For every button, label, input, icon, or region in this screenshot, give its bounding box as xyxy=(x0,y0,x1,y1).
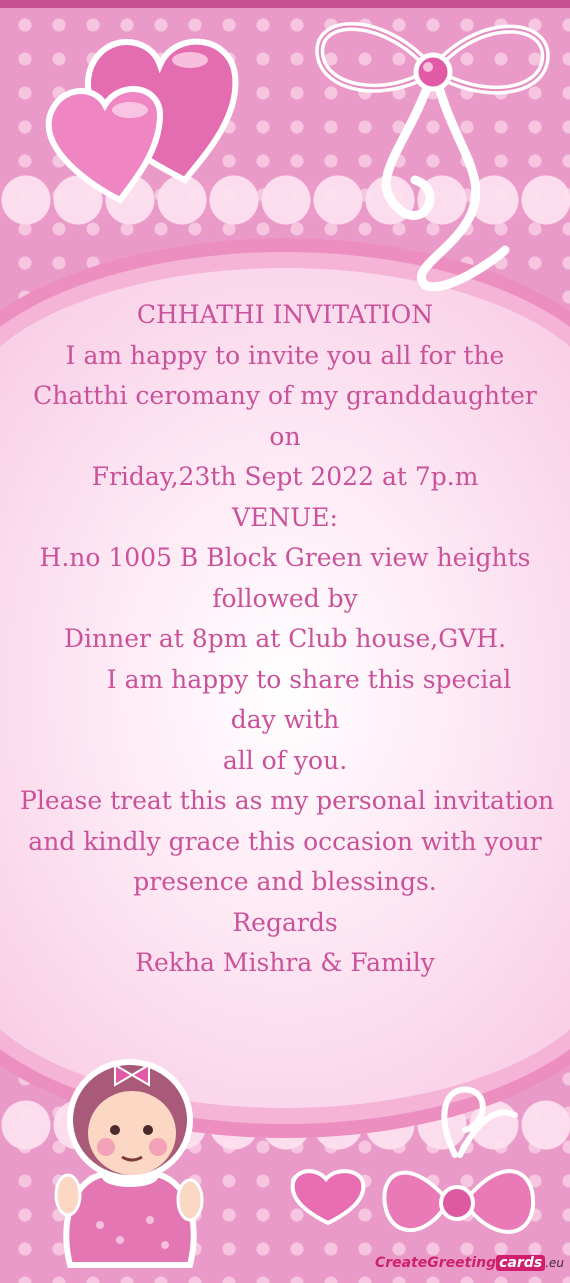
share-line xyxy=(20,660,550,701)
baby-girl-illustration xyxy=(40,1035,220,1275)
on-line: on xyxy=(269,421,301,451)
small-heart-icon xyxy=(288,1165,368,1225)
invite-line: I am happy to invite you all for the xyxy=(65,340,505,370)
venue-label: VENUE: xyxy=(232,502,338,532)
watermark-part-2: cards xyxy=(496,1255,545,1271)
regards-line: Regards xyxy=(232,907,338,937)
pink-bow-icon xyxy=(375,1075,545,1265)
share-line-text: I am happy to share this special xyxy=(106,664,512,694)
date-line: Friday,23th Sept 2022 at 7p.m xyxy=(91,462,479,491)
signature-line: Rekha Mishra & Family xyxy=(135,948,435,977)
closing-line-2: and kindly grace this occasion with your xyxy=(28,826,542,856)
watermark-part-1: CreateGreeting xyxy=(374,1255,497,1271)
site-watermark[interactable] xyxy=(375,1255,564,1271)
share-line-2: day with xyxy=(230,705,340,734)
ribbon-bow-icon xyxy=(305,10,565,300)
venue-address: H.no 1005 B Block Green view heights xyxy=(39,543,531,572)
closing-line-1: Please treat this as my personal invitation xyxy=(20,786,555,815)
dinner-line: Dinner at 8pm at Club house,GVH. xyxy=(63,624,507,653)
watermark-part-3: .eu xyxy=(545,1256,564,1270)
ceremony-line: Chatthi ceromany of my granddaughter xyxy=(33,381,537,410)
top-stripe xyxy=(0,0,570,8)
hearts-icon xyxy=(35,10,265,210)
invitation-title: CHHATHI INVITATION xyxy=(136,300,434,329)
share-line-3: all of you. xyxy=(222,745,348,775)
invitation-text xyxy=(20,295,555,984)
closing-line-3: presence and blessings. xyxy=(133,867,437,896)
followed-by-line: followed by xyxy=(212,583,358,613)
